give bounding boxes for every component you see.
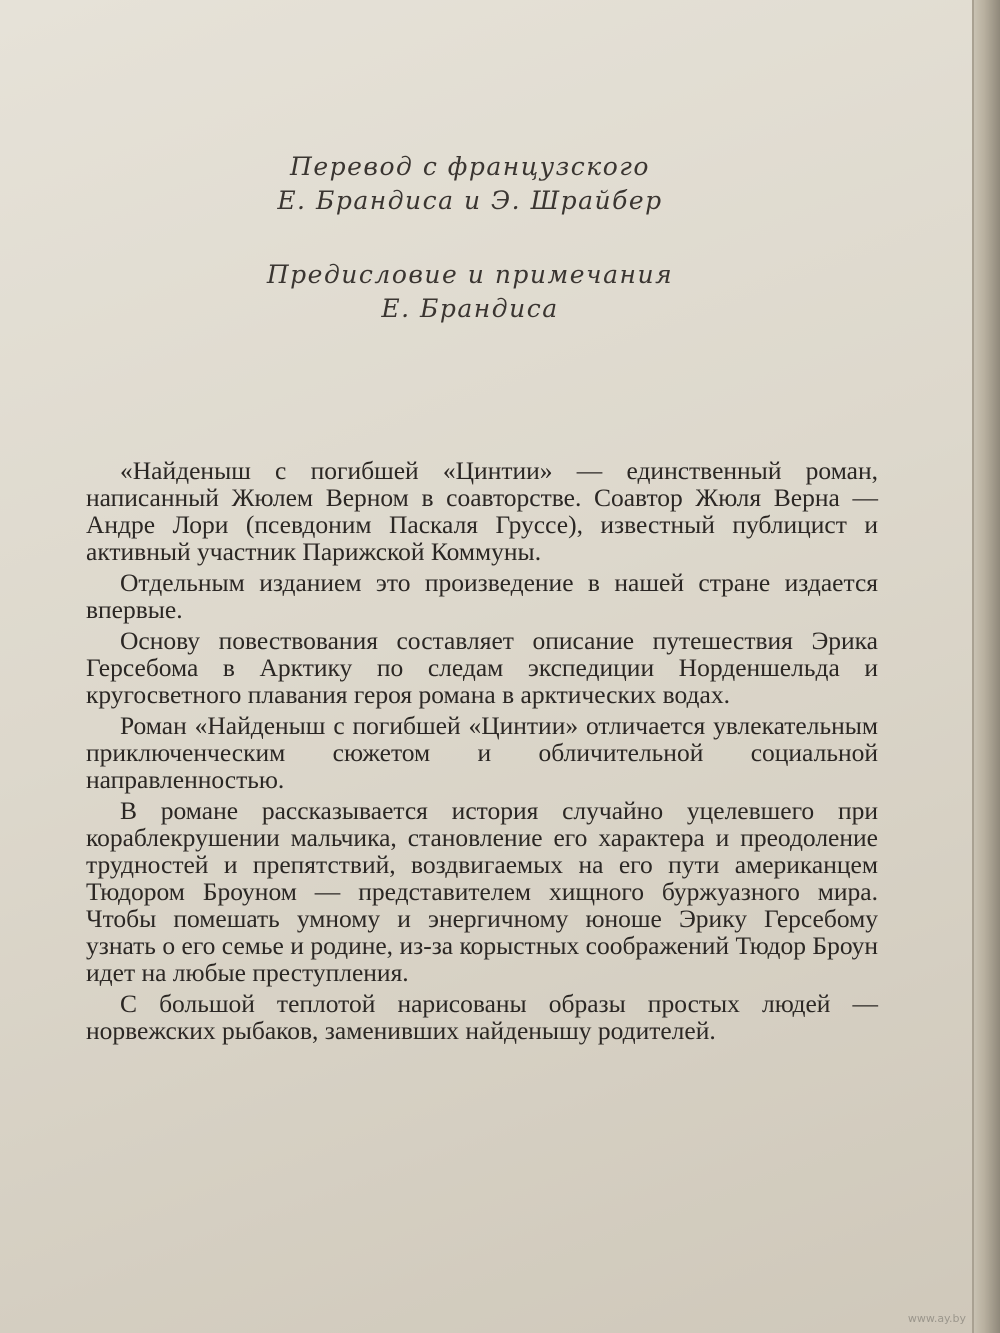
site-watermark: www.ay.by [907,1312,966,1325]
preface-credit-line-2: Е. Брандиса [381,294,559,323]
abstract-paragraph: Роман «Найденыш с погибшей «Цинтии» отличается увлекательным приключенческим сюжетом и обличительной социальной направленностью. [86,711,878,794]
credits-spacer [230,218,710,258]
abstract-paragraph: В романе рассказывается история случайно уцелевшего при кораблекрушении мальчика, становление его характера и преодоление трудностей и препятствий, воздвигаемых на его пути американцем Тюдором Броуном — представителем хищного буржуазного мира. Чтобы помешать умному и энергичному юноше Эрику Герсебому узнать о его семье и родине, из-за корыстных соображений Тюдор Броун идет на любые преступления. [86,796,878,987]
credits-block [230,150,710,326]
next-page-edge [974,0,1000,1333]
abstract-paragraph: С большой теплотой нарисованы образы простых людей — норвежских рыбаков, заменивших найденышу родителей. [86,989,878,1045]
preface-credit-line-1: Предисловие и примечания [266,260,674,289]
abstract-paragraph: Основу повествования составляет описание путешествия Эрика Герсебома в Арктику по следам экспедиции Норденшельда и кругосветного плавания героя романа в арктических водах. [86,626,878,709]
translation-credit-line-2: Е. Брандиса и Э. Шрайбер [277,186,663,215]
translation-credit-line-1: Перевод с французского [290,152,650,181]
abstract-paragraph: «Найденыш с погибшей «Цинтии» — единственный роман, написанный Жюлем Верном в соавторстве. Соавтор Жюля Верна — Андре Лори (псевдоним Паскаля Груссе), известный публицист и активный участник Парижской Коммуны. [86,456,878,566]
abstract-paragraph: Отдельным изданием это произведение в нашей стране издается впервые. [86,568,878,624]
abstract-text [86,457,878,1048]
